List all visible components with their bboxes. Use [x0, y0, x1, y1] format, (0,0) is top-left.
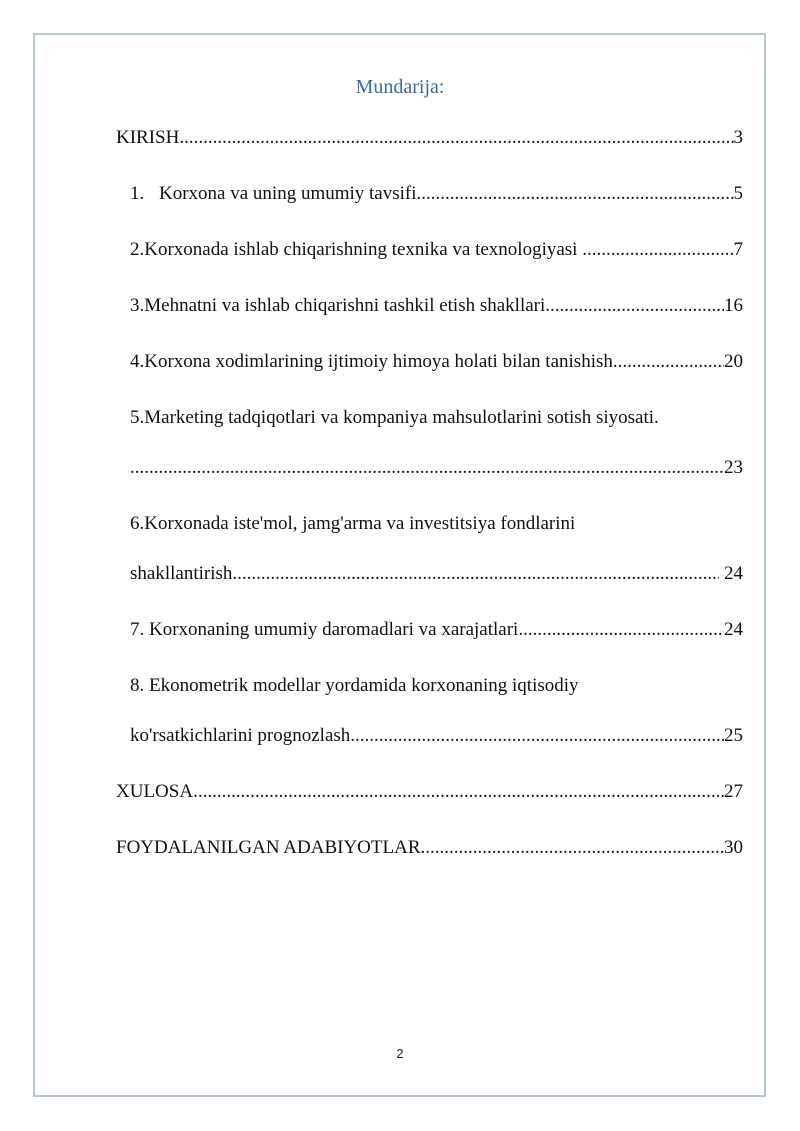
toc-entry-text: 3.Mehnatni va ishlab chiqarishni tashkil etish shakllari: [130, 295, 546, 316]
toc-entry-8-line1[interactable]: 8. Ekonometrik modellar yordamida korxonaning iqtisodiy: [130, 675, 579, 696]
dot-leader: [232, 562, 719, 586]
toc-entry-page: 27: [724, 781, 743, 802]
toc-entry-page: 25: [724, 725, 743, 746]
toc-entry-page: 24: [724, 619, 743, 640]
toc-entry-page: 30: [724, 837, 743, 858]
toc-entry-page: 16: [724, 295, 743, 316]
dot-leader: [417, 182, 734, 206]
toc-entry-text: 4.Korxona xodimlarining ijtimoiy himoya holati bilan tanishish: [130, 351, 613, 372]
dot-leader: [518, 618, 724, 642]
toc-entry-7[interactable]: [130, 618, 743, 642]
toc-entry-6-line1[interactable]: 6.Korxonada iste'mol, jamg'arma va investitsiya fondlarini: [130, 513, 576, 534]
dot-leader: [582, 238, 733, 262]
toc-entry-2[interactable]: [130, 238, 743, 262]
toc-entry-page: 3: [733, 127, 743, 148]
toc-entry-6[interactable]: [130, 562, 743, 586]
toc-entry-text: FOYDALANILGAN ADABIYOTLAR: [116, 837, 421, 858]
toc-entry-page: 24: [719, 563, 743, 584]
toc-entry-text: 7. Korxonaning umumiy daromadlari va xarajatlari: [130, 619, 519, 640]
page-number: 2: [396, 1046, 404, 1061]
toc-entry-xulosa[interactable]: [116, 780, 743, 804]
toc-entry-text: ko'rsatkichlarini prognozlash: [130, 725, 351, 746]
toc-entry-8[interactable]: [130, 724, 743, 748]
toc-entry-text: [130, 182, 417, 206]
toc-entry-5-line1[interactable]: 5.Marketing tadqiqotlari va kompaniya mahsulotlarini sotish siyosati.: [130, 407, 659, 428]
toc-entry-page: 5: [733, 183, 743, 204]
dot-leader: [130, 456, 724, 480]
toc-entry-page: 7: [733, 239, 743, 260]
toc-entry-5[interactable]: [130, 456, 743, 480]
dot-leader: [193, 780, 724, 804]
dot-leader: [613, 350, 724, 374]
toc-entry-number: 1.: [130, 183, 145, 204]
toc-entry-3[interactable]: [130, 294, 743, 318]
toc-entry-references[interactable]: [116, 836, 743, 860]
dot-leader: [350, 724, 724, 748]
toc-entry-kirish[interactable]: [116, 126, 743, 150]
toc-entry-text: KIRISH: [116, 127, 180, 148]
toc-entry-page: 23: [724, 457, 743, 478]
dot-leader: [421, 836, 724, 860]
dot-leader: [179, 126, 733, 150]
toc-title: Mundarija:: [355, 76, 445, 98]
toc-entry-4[interactable]: [130, 350, 743, 374]
toc-entry-page: 20: [724, 351, 743, 372]
toc-entry-text: XULOSA: [116, 781, 194, 802]
toc-entry-text: 2.Korxonada ishlab chiqarishning texnika va texnologiyasi: [130, 239, 583, 260]
toc-entry-text: shakllantirish: [130, 563, 233, 584]
toc-entry-label: Korxona va uning umumiy tavsifi: [159, 183, 417, 204]
toc-entry-1[interactable]: [130, 182, 743, 206]
dot-leader: [545, 294, 724, 318]
